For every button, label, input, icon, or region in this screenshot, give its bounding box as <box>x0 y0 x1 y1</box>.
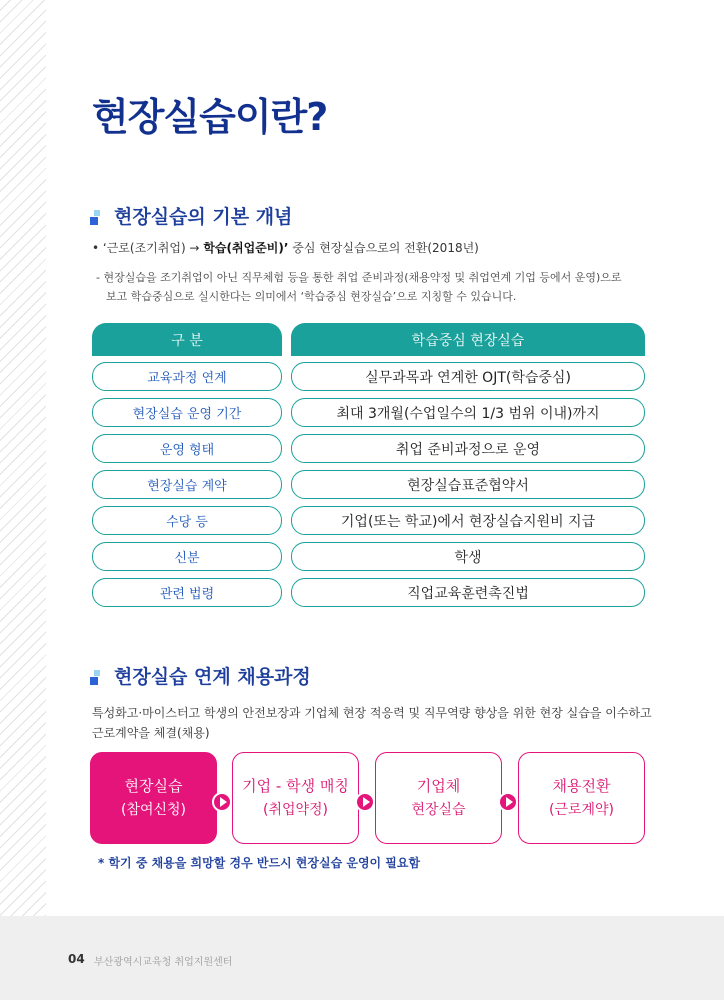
concept-bullet-bold: 학습(취업준비)’ <box>203 241 289 255</box>
section-basic-concept-title: 현장실습의 기본 개념 <box>114 206 293 228</box>
table-row-value: 기업(또는 학교)에서 현장실습지원비 지급 <box>291 506 645 535</box>
flow-step-title: 기업 - 학생 매칭 <box>242 777 349 795</box>
table-row-label: 신분 <box>92 542 282 571</box>
table-row-value: 현장실습표준협약서 <box>291 470 645 499</box>
page-title: 현장실습이란? <box>92 95 328 139</box>
table-header-category: 구 분 <box>92 323 282 356</box>
flow-step-sub: 현장실습 <box>411 802 466 818</box>
table-row-value: 취업 준비과정으로 운영 <box>291 434 645 463</box>
flow-step-title: 채용전환 <box>552 777 611 795</box>
section-hiring-process-title: 현장실습 연계 채용과정 <box>114 666 311 688</box>
hiring-footnote: * 학기 중 채용을 희망할 경우 반드시 현장실습 운영이 필요함 <box>98 856 421 870</box>
table-row-value: 직업교육훈련촉진법 <box>291 578 645 607</box>
concept-note <box>96 268 656 306</box>
table-header-value: 학습중심 현장실습 <box>291 323 645 356</box>
play-arrow-icon <box>355 792 375 812</box>
square-bullet-icon <box>90 210 106 226</box>
square-bullet-icon <box>90 670 106 686</box>
flow-step-sub: (참여신청) <box>120 802 187 818</box>
play-arrow-icon <box>498 792 518 812</box>
table-row-label: 운영 형태 <box>92 434 282 463</box>
footer-organization: 부산광역시교육청 취업지원센터 <box>94 957 233 968</box>
play-arrow-icon <box>212 792 232 812</box>
flow-step-title: 기업체 <box>416 777 461 795</box>
concept-note-line1: - 현장실습을 조기취업이 아닌 직무체험 등을 통한 취업 준비과정(채용약정 및 취업연계 기업 등에서 운영)으로 <box>96 271 622 284</box>
flow-step-3 <box>375 752 502 844</box>
section-basic-concept-heading <box>90 202 292 229</box>
table-row-value: 최대 3개월(수업일수의 1/3 범위 이내)까지 <box>291 398 645 427</box>
section-hiring-process-heading <box>90 662 311 689</box>
hiring-intro-line1: 특성화고·마이스터고 학생의 안전보장과 기업체 현장 적응력 및 직무역량 향상을 위한 현장 실습을 이수하고 <box>92 706 652 720</box>
flow-step-title: 현장실습 <box>124 777 183 795</box>
flow-step-sub: (근로계약) <box>548 802 615 818</box>
flow-step-2 <box>232 752 359 844</box>
flow-step-sub: (취업약정) <box>262 802 329 818</box>
concept-bullet <box>92 239 479 256</box>
table-row-label: 현장실습 운영 기간 <box>92 398 282 427</box>
table-row-label: 수당 등 <box>92 506 282 535</box>
concept-bullet-suffix: 중심 현장실습으로의 전환(2018년) <box>288 241 479 255</box>
table-row-label: 교육과정 연계 <box>92 362 282 391</box>
hiring-intro <box>92 703 652 743</box>
table-row-label: 현장실습 계약 <box>92 470 282 499</box>
table-row-value: 학생 <box>291 542 645 571</box>
page-number: 04 <box>68 952 85 966</box>
concept-bullet-prefix: • ‘근로(조기취업) → <box>92 241 204 255</box>
table-row-label: 관련 법령 <box>92 578 282 607</box>
concept-note-line2: 보고 학습중심으로 실시한다는 의미에서 ‘학습중심 현장실습’으로 지칭할 수 있습니다. <box>106 290 517 303</box>
table-row-value: 실무과목과 연계한 OJT(학습중심) <box>291 362 645 391</box>
flow-step-4 <box>518 752 645 844</box>
hiring-intro-line2: 근로계약을 체결(채용) <box>92 726 210 740</box>
flow-step-1 <box>90 752 217 844</box>
